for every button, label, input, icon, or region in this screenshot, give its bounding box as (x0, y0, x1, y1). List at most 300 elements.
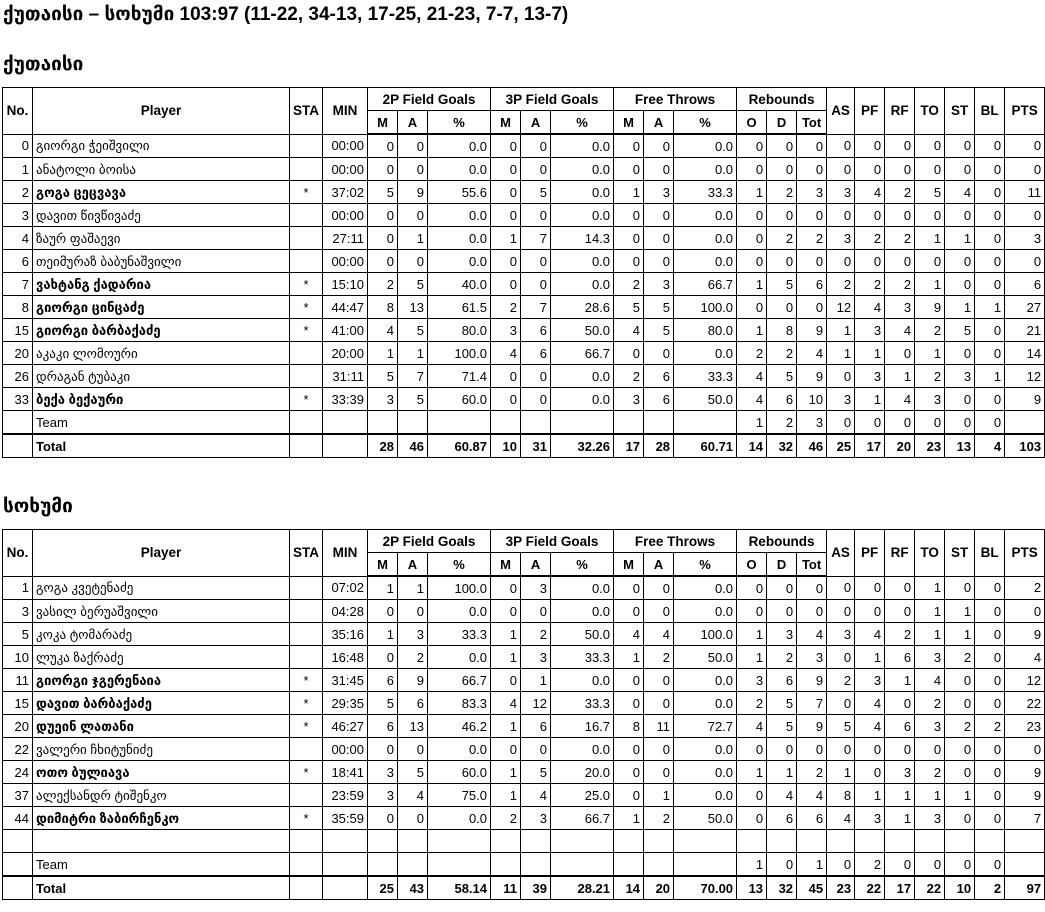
player-row (3, 646, 1045, 669)
stat-rf: 0 (885, 250, 915, 273)
stat-p2a: 3 (398, 623, 428, 646)
stat-p2m: 3 (368, 761, 398, 784)
stat-as: 3 (827, 181, 855, 204)
stat-p2a: 0 (398, 204, 428, 227)
header-rebounds: Rebounds (737, 88, 827, 111)
stat-p2m: 5 (368, 181, 398, 204)
stat-to: 1 (915, 342, 945, 365)
stat-d: 6 (767, 807, 797, 830)
total-stat-p3m: 10 (491, 434, 521, 458)
stat-p3p: 0.0 (551, 250, 614, 273)
stat-o: 3 (737, 669, 767, 692)
blank-cell (3, 411, 33, 435)
stat-as: 0 (827, 646, 855, 669)
player-name: თეიმურაზ ბაბუნაშვილი (33, 250, 290, 273)
player-number: 5 (3, 623, 33, 646)
team-stat-o: 1 (737, 853, 767, 877)
stat-to: 2 (915, 365, 945, 388)
box-score-away (2, 529, 1045, 900)
stat-pts: 22 (1005, 692, 1045, 715)
total-stat-p2p: 60.87 (428, 434, 491, 458)
stat-fta: 0 (644, 761, 674, 784)
stat-pf: 4 (855, 692, 885, 715)
stat-st: 0 (945, 807, 975, 830)
player-name: ანატოლი ბოისა (33, 158, 290, 181)
stat-to: 2 (915, 692, 945, 715)
header-as: AS (827, 530, 855, 577)
stat-pts: 11 (1005, 181, 1045, 204)
stat-fta: 2 (644, 807, 674, 830)
stat-st: 2 (945, 715, 975, 738)
starter-mark (290, 204, 323, 227)
stat-pts: 0 (1005, 738, 1045, 761)
starter-mark (290, 365, 323, 388)
stat-p2p: 0.0 (428, 646, 491, 669)
blank-cell (398, 853, 428, 877)
stat-bl: 2 (975, 715, 1005, 738)
stat-bl: 0 (975, 600, 1005, 623)
stat-to: 0 (915, 738, 945, 761)
stat-p3p: 0.0 (551, 388, 614, 411)
stat-pf: 1 (855, 646, 885, 669)
stat-p3m: 0 (491, 576, 521, 600)
subheader-m: M (614, 111, 644, 135)
stat-p3a: 12 (521, 692, 551, 715)
starter-mark (290, 250, 323, 273)
stat-p3p: 0.0 (551, 738, 614, 761)
stat-p3p: 20.0 (551, 761, 614, 784)
minutes: 46:27 (323, 715, 368, 738)
stat-p3a: 0 (521, 204, 551, 227)
player-name: დუეინ ლათანი (33, 715, 290, 738)
stat-p2m: 0 (368, 204, 398, 227)
starter-mark: * (290, 181, 323, 204)
stat-pf: 3 (855, 365, 885, 388)
stat-p2a: 5 (398, 761, 428, 784)
stat-tot: 10 (797, 388, 827, 411)
stat-p2m: 6 (368, 669, 398, 692)
stat-p3m: 0 (491, 273, 521, 296)
player-number: 2 (3, 181, 33, 204)
player-name: გიორგი ჯგერენაია (33, 669, 290, 692)
total-stat-tot: 46 (797, 434, 827, 458)
stat-p3p: 50.0 (551, 319, 614, 342)
starter-mark (290, 600, 323, 623)
team-name-home: ქუთაისი (3, 54, 84, 75)
stat-p3p: 66.7 (551, 807, 614, 830)
stat-fta: 0 (644, 158, 674, 181)
stat-p3m: 1 (491, 715, 521, 738)
player-row (3, 296, 1045, 319)
stat-rf: 3 (885, 296, 915, 319)
stat-p2p: 100.0 (428, 576, 491, 600)
stat-o: 4 (737, 365, 767, 388)
player-row (3, 784, 1045, 807)
stat-bl: 0 (975, 319, 1005, 342)
header-pts: PTS (1005, 88, 1045, 135)
subheader-a: A (644, 553, 674, 577)
stat-rf: 6 (885, 646, 915, 669)
stat-ftp: 0.0 (674, 250, 737, 273)
minutes: 44:47 (323, 296, 368, 319)
minutes: 37:02 (323, 181, 368, 204)
subheader-pct: % (674, 553, 737, 577)
player-row (3, 623, 1045, 646)
team-stat-bl: 0 (975, 853, 1005, 877)
stat-d: 5 (767, 692, 797, 715)
header-2p-field-goals: 2P Field Goals (368, 530, 491, 553)
player-name: გიორგი ჭეიშვილი (33, 134, 290, 158)
blank-cell (674, 411, 737, 435)
stat-p2p: 0.0 (428, 807, 491, 830)
stat-pf: 0 (855, 738, 885, 761)
minutes: 00:00 (323, 134, 368, 158)
blank-cell (3, 830, 33, 853)
stat-bl: 0 (975, 692, 1005, 715)
minutes: 35:59 (323, 807, 368, 830)
subheader-m: M (614, 553, 644, 577)
stat-fta: 0 (644, 134, 674, 158)
player-number: 20 (3, 342, 33, 365)
stat-as: 0 (827, 692, 855, 715)
stat-pf: 4 (855, 623, 885, 646)
header-sta: STA (290, 88, 323, 135)
starter-mark (290, 134, 323, 158)
stat-fta: 0 (644, 576, 674, 600)
header-min: MIN (323, 88, 368, 135)
team-stat-pf: 2 (855, 853, 885, 877)
stat-ftp: 0.0 (674, 576, 737, 600)
blank-cell (1005, 830, 1045, 853)
blank-cell (323, 434, 368, 458)
stat-p2p: 0.0 (428, 204, 491, 227)
total-stat-p3m: 11 (491, 876, 521, 900)
stat-fta: 0 (644, 250, 674, 273)
stat-p3m: 0 (491, 158, 521, 181)
blank-cell (521, 853, 551, 877)
minutes: 35:16 (323, 623, 368, 646)
stat-p2m: 8 (368, 296, 398, 319)
subheader-tot: Tot (797, 553, 827, 577)
stat-p3a: 0 (521, 388, 551, 411)
team-stat-as: 0 (827, 411, 855, 435)
player-row (3, 600, 1045, 623)
stat-ftp: 0.0 (674, 342, 737, 365)
player-number: 6 (3, 250, 33, 273)
stat-as: 2 (827, 669, 855, 692)
stat-fta: 0 (644, 738, 674, 761)
player-number: 26 (3, 365, 33, 388)
stat-fta: 4 (644, 623, 674, 646)
total-stat-p2a: 46 (398, 434, 428, 458)
minutes: 15:10 (323, 273, 368, 296)
player-name: გოგა კვეტენაძე (33, 576, 290, 600)
header-pf: PF (855, 88, 885, 135)
stat-p2a: 5 (398, 273, 428, 296)
stat-pf: 0 (855, 204, 885, 227)
stat-tot: 9 (797, 365, 827, 388)
stat-tot: 0 (797, 296, 827, 319)
starter-mark: * (290, 807, 323, 830)
stat-p3a: 1 (521, 669, 551, 692)
header-row (3, 88, 1045, 111)
stat-d: 0 (767, 296, 797, 319)
header-3p-field-goals: 3P Field Goals (491, 530, 614, 553)
stat-bl: 0 (975, 576, 1005, 600)
stat-p3p: 28.6 (551, 296, 614, 319)
stat-d: 0 (767, 204, 797, 227)
total-stat-p3a: 39 (521, 876, 551, 900)
stat-tot: 4 (797, 623, 827, 646)
blank-cell (323, 411, 368, 435)
stat-d: 2 (767, 646, 797, 669)
stat-bl: 0 (975, 807, 1005, 830)
stat-rf: 2 (885, 273, 915, 296)
stat-pf: 4 (855, 181, 885, 204)
player-row (3, 342, 1045, 365)
stat-tot: 2 (797, 761, 827, 784)
starter-mark (290, 342, 323, 365)
blank-cell (33, 830, 290, 853)
stat-as: 2 (827, 273, 855, 296)
starter-mark (290, 158, 323, 181)
header-rf: RF (885, 88, 915, 135)
stat-tot: 9 (797, 715, 827, 738)
stat-st: 5 (945, 319, 975, 342)
blank-cell (1005, 853, 1045, 877)
blank-cell (368, 853, 398, 877)
stat-as: 0 (827, 204, 855, 227)
player-name: დრაგან ტუბაკი (33, 365, 290, 388)
stat-ftp: 0.0 (674, 134, 737, 158)
stat-p2a: 0 (398, 738, 428, 761)
stat-p2a: 0 (398, 158, 428, 181)
stat-p3p: 0.0 (551, 365, 614, 388)
player-number: 1 (3, 576, 33, 600)
stat-tot: 2 (797, 227, 827, 250)
total-stat-fta: 20 (644, 876, 674, 900)
stat-p3m: 2 (491, 296, 521, 319)
player-name: ზაურ ფაშაევი (33, 227, 290, 250)
header-pts: PTS (1005, 530, 1045, 577)
blank-cell (491, 830, 521, 853)
stat-tot: 0 (797, 134, 827, 158)
stat-st: 1 (945, 296, 975, 319)
stat-p2m: 0 (368, 738, 398, 761)
stat-st: 0 (945, 342, 975, 365)
total-label: Total (33, 434, 290, 458)
blank-cell (674, 853, 737, 877)
stat-ftp: 0.0 (674, 204, 737, 227)
stat-to: 2 (915, 319, 945, 342)
player-name: აკაკი ლომოური (33, 342, 290, 365)
stat-p3p: 0.0 (551, 204, 614, 227)
stat-bl: 0 (975, 204, 1005, 227)
stat-rf: 2 (885, 623, 915, 646)
total-stat-d: 32 (767, 434, 797, 458)
stat-p2p: 0.0 (428, 227, 491, 250)
stat-ftm: 0 (614, 134, 644, 158)
stat-d: 0 (767, 250, 797, 273)
header-no: No. (3, 530, 33, 577)
subheader-tot: Tot (797, 111, 827, 135)
stat-o: 1 (737, 761, 767, 784)
player-name: ბექა ბექაური (33, 388, 290, 411)
stat-ftp: 50.0 (674, 646, 737, 669)
stat-o: 0 (737, 134, 767, 158)
stat-bl: 0 (975, 646, 1005, 669)
blank-cell (3, 853, 33, 877)
stat-p3p: 0.0 (551, 273, 614, 296)
total-stat-st: 13 (945, 434, 975, 458)
starter-mark (290, 646, 323, 669)
stat-p2m: 6 (368, 715, 398, 738)
total-label: Total (33, 876, 290, 900)
stat-to: 0 (915, 158, 945, 181)
stat-tot: 6 (797, 807, 827, 830)
player-number: 37 (3, 784, 33, 807)
stat-pf: 0 (855, 600, 885, 623)
starter-mark (290, 784, 323, 807)
stat-fta: 1 (644, 784, 674, 807)
player-row (3, 692, 1045, 715)
starter-mark (290, 576, 323, 600)
stat-p2a: 13 (398, 296, 428, 319)
team-row (3, 853, 1045, 877)
stat-bl: 0 (975, 250, 1005, 273)
stat-p3p: 0.0 (551, 181, 614, 204)
stat-st: 0 (945, 576, 975, 600)
stat-p3p: 16.7 (551, 715, 614, 738)
minutes: 31:11 (323, 365, 368, 388)
stat-tot: 0 (797, 738, 827, 761)
blank-cell (614, 411, 644, 435)
team-stat-to: 0 (915, 853, 945, 877)
blank-row (3, 830, 1045, 853)
stat-ftm: 0 (614, 342, 644, 365)
total-stat-p3a: 31 (521, 434, 551, 458)
stat-ftp: 0.0 (674, 692, 737, 715)
stat-as: 3 (827, 623, 855, 646)
starter-mark: * (290, 669, 323, 692)
stat-bl: 0 (975, 784, 1005, 807)
blank-cell (1005, 411, 1045, 435)
stat-p3a: 2 (521, 623, 551, 646)
stat-rf: 0 (885, 692, 915, 715)
stat-rf: 1 (885, 669, 915, 692)
total-stat-d: 32 (767, 876, 797, 900)
stat-p2a: 2 (398, 646, 428, 669)
total-stat-ftp: 60.71 (674, 434, 737, 458)
stat-as: 1 (827, 342, 855, 365)
stat-p3a: 0 (521, 365, 551, 388)
starter-mark: * (290, 319, 323, 342)
stat-p2a: 4 (398, 784, 428, 807)
player-row (3, 319, 1045, 342)
stat-st: 1 (945, 227, 975, 250)
total-row (3, 434, 1045, 458)
player-number: 10 (3, 646, 33, 669)
stat-p3p: 0.0 (551, 600, 614, 623)
stat-ftp: 0.0 (674, 669, 737, 692)
team-stat-o: 1 (737, 411, 767, 435)
stat-to: 0 (915, 204, 945, 227)
header-min: MIN (323, 530, 368, 577)
total-stat-pts: 97 (1005, 876, 1045, 900)
stat-ftm: 3 (614, 388, 644, 411)
blank-cell (644, 411, 674, 435)
stat-pts: 9 (1005, 623, 1045, 646)
stat-ftm: 2 (614, 365, 644, 388)
stat-d: 0 (767, 600, 797, 623)
stat-tot: 6 (797, 273, 827, 296)
header-rf: RF (885, 530, 915, 577)
stat-pts: 12 (1005, 365, 1045, 388)
stat-ftm: 0 (614, 784, 644, 807)
stat-o: 0 (737, 576, 767, 600)
subheader-m: M (491, 553, 521, 577)
stat-p3a: 0 (521, 134, 551, 158)
stat-p2a: 0 (398, 807, 428, 830)
stat-fta: 0 (644, 692, 674, 715)
stat-p3a: 0 (521, 158, 551, 181)
stat-p2m: 0 (368, 134, 398, 158)
stat-rf: 0 (885, 204, 915, 227)
stat-bl: 0 (975, 623, 1005, 646)
blank-cell (855, 830, 885, 853)
stat-as: 12 (827, 296, 855, 319)
player-number: 1 (3, 158, 33, 181)
stat-pf: 0 (855, 250, 885, 273)
stat-fta: 5 (644, 319, 674, 342)
stat-ftm: 8 (614, 715, 644, 738)
stat-p3a: 6 (521, 319, 551, 342)
stat-p3p: 0.0 (551, 134, 614, 158)
stat-p2a: 7 (398, 365, 428, 388)
stat-o: 1 (737, 181, 767, 204)
stat-fta: 3 (644, 273, 674, 296)
minutes: 00:00 (323, 250, 368, 273)
blank-cell (915, 830, 945, 853)
blank-cell (551, 411, 614, 435)
blank-cell (521, 830, 551, 853)
team-row-label: Team (33, 853, 290, 877)
stat-pts: 0 (1005, 158, 1045, 181)
stat-as: 0 (827, 158, 855, 181)
stat-p2p: 80.0 (428, 319, 491, 342)
stat-ftp: 0.0 (674, 600, 737, 623)
stat-ftm: 1 (614, 646, 644, 669)
stat-o: 0 (737, 784, 767, 807)
total-stat-tot: 45 (797, 876, 827, 900)
blank-cell (290, 434, 323, 458)
stat-to: 5 (915, 181, 945, 204)
header-free-throws: Free Throws (614, 530, 737, 553)
player-name: გოგა ცეცვავა (33, 181, 290, 204)
blank-cell (3, 434, 33, 458)
blank-cell (767, 830, 797, 853)
blank-cell (290, 853, 323, 877)
blank-cell (3, 876, 33, 900)
blank-cell (945, 830, 975, 853)
stat-p3p: 50.0 (551, 623, 614, 646)
stat-p3a: 3 (521, 807, 551, 830)
total-stat-p3p: 32.26 (551, 434, 614, 458)
header-bl: BL (975, 530, 1005, 577)
stat-o: 4 (737, 388, 767, 411)
stat-rf: 6 (885, 715, 915, 738)
stat-pts: 3 (1005, 227, 1045, 250)
